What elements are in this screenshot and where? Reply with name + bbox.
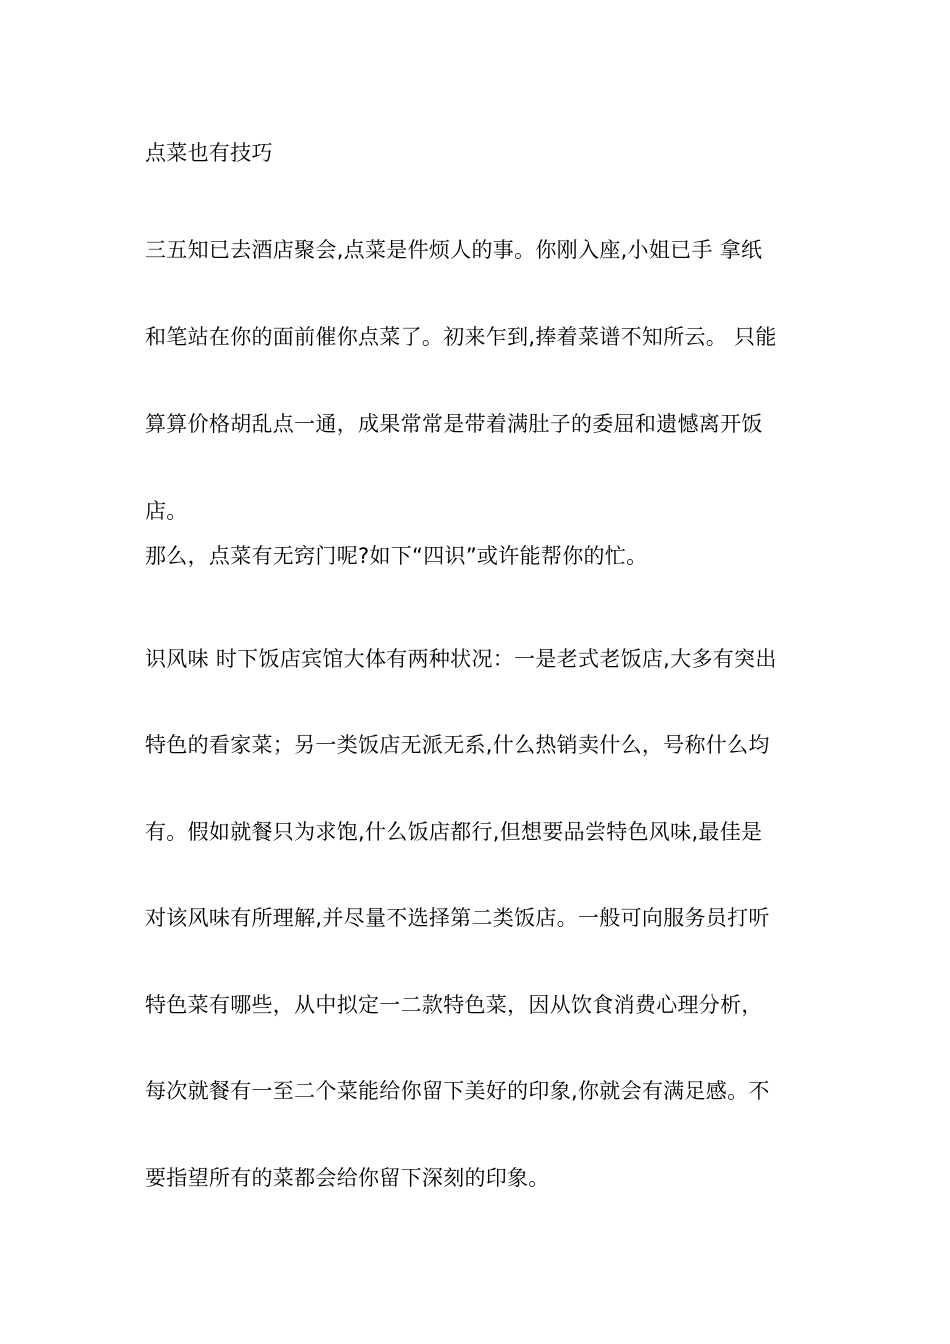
text-line: 那么，点菜有无窍门呢?如下“四识”或许能帮你的忙。 <box>145 544 648 568</box>
text-line: 店。 <box>145 499 188 523</box>
text-line: 识风味 时下饭店宾馆大体有两种状况：一是老式老饭店,大多有突出 <box>145 647 777 671</box>
text-line: 特色的看家菜；另一类饭店无派无系,什么热销卖什么，号称什么均 <box>145 733 770 757</box>
text-line: 有。假如就餐只为求饱,什么饭店都行,但想要品尝特色风味,最佳是 <box>145 820 763 844</box>
text-line: 特色菜有哪些，从中拟定一二款特色菜，因从饮食消费心理分析， <box>145 993 763 1017</box>
text-line: 对该风味有所理解,并尽量不选择第二类饭店。一般可向服务员打听 <box>145 906 770 930</box>
text-line: 三五知已去酒店聚会,点菜是件烦人的事。你刚入座,小姐已手 拿纸 <box>145 238 763 262</box>
text-line: 每次就餐有一至二个菜能给你留下美好的印象,你就会有满足感。不 <box>145 1079 770 1103</box>
text-line: 算算价格胡乱点一通，成果常常是带着满肚子的委屈和遗憾离开饭 <box>145 412 763 436</box>
document-title: 点菜也有技巧 <box>145 141 273 165</box>
text-line: 和笔站在你的面前催你点菜了。初来乍到,捧着菜谱不知所云。 只能 <box>145 325 777 349</box>
text-line: 要指望所有的菜都会给你留下深刻的印象。 <box>145 1166 550 1190</box>
